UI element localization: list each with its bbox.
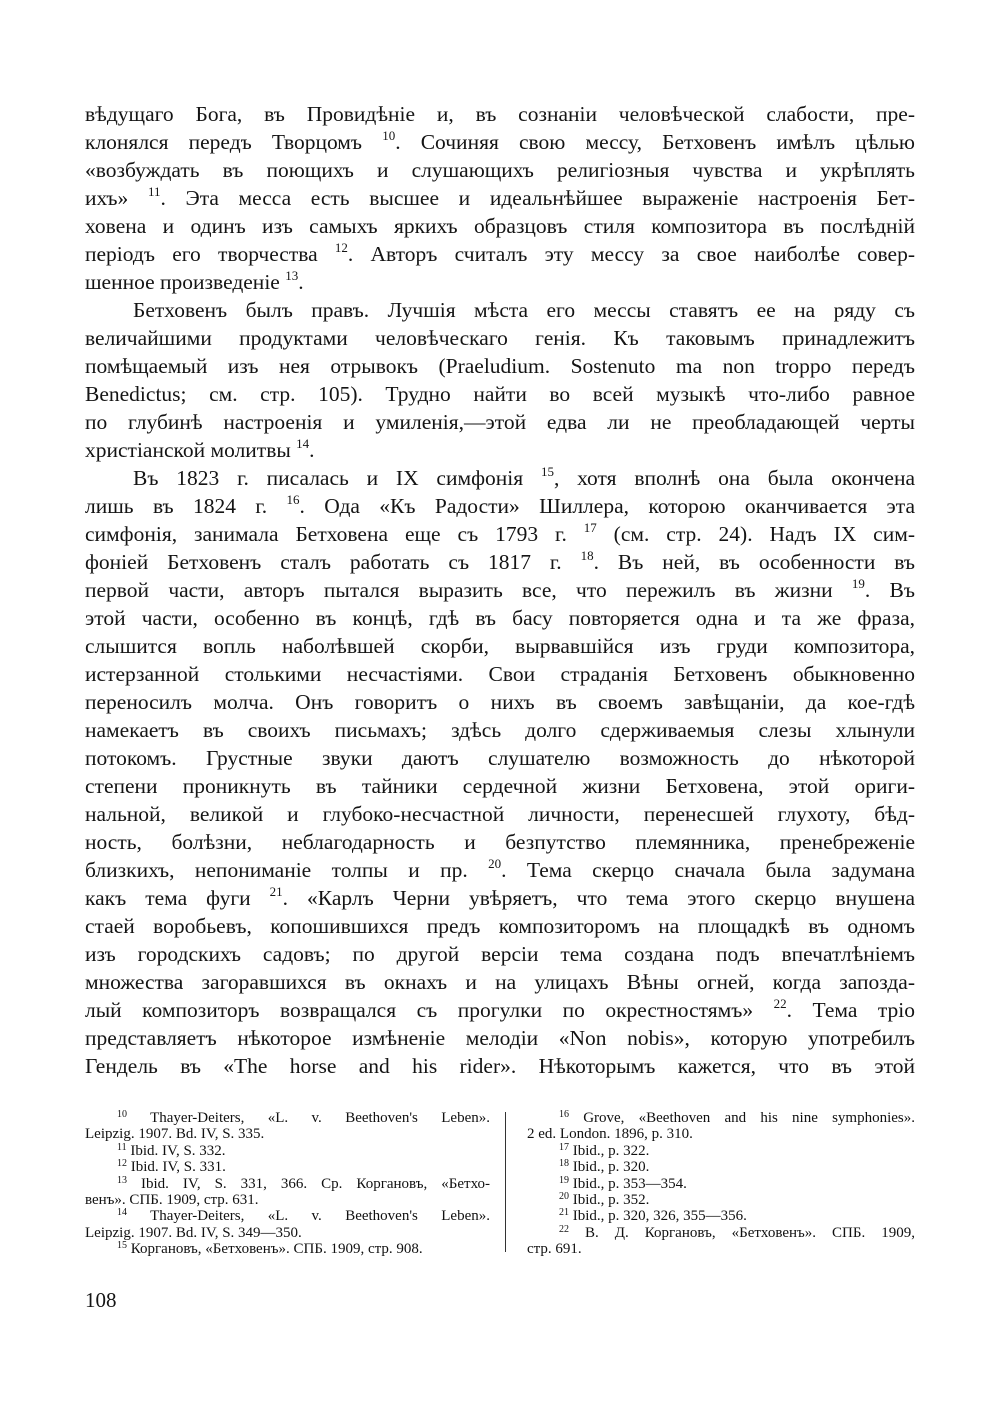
text-run: переносилъ молча. Онъ говоритъ о нихъ въ своемъ завѣщаніи, да кое-гдѣ: [85, 690, 915, 714]
text-run: Бетховенъ былъ правъ. Лучшія мѣста его мессы ставятъ ее на ряду съ: [133, 298, 915, 322]
footnote-line: [527, 1208, 915, 1224]
footnote-number: 17: [559, 1141, 569, 1153]
footnote-number: 14: [117, 1207, 127, 1219]
text-run: . Авторъ считалъ эту мессу за свое наиболѣе совер-: [347, 242, 915, 266]
footnote: [85, 1176, 490, 1209]
text-line: [85, 296, 915, 324]
text-run: лый композиторъ возвращался съ прогулки по окрестностямъ»: [85, 998, 774, 1022]
text-run: христіанской молитвы: [85, 438, 297, 462]
text-run: Ibid., p. 353—354.: [569, 1175, 687, 1192]
text-run: помѣщаемый изъ нея отрывокъ (Praeludium. Sostenuto ma non troppo передъ: [85, 354, 915, 378]
text-run: Гендель въ «The horse and his rider». Нѣкоторымъ кажется, что въ этой: [85, 1054, 915, 1078]
text-run: .: [298, 270, 304, 294]
text-run: вѣдущаго Бога, въ Провидѣніе и, въ сознаніи человѣческой слабости, пре-: [85, 102, 915, 126]
text-run: .: [309, 438, 315, 462]
footnotes-left-column: [85, 1110, 490, 1258]
text-run: слышится вопль наболѣвшей скорби, вырвавшійся изъ груди композитора,: [85, 634, 915, 658]
footnote-ref: 17: [583, 520, 597, 535]
text-run: Ibid., p. 320, 326, 355—356.: [569, 1208, 747, 1225]
text-run: ихъ»: [85, 186, 148, 210]
text-line: [85, 352, 915, 380]
text-run: симфонія, занимала Бетховена еще съ 1793 г.: [85, 522, 584, 546]
text-run: Ibid. IV, S. 331, 366. Ср. Коргановъ, «Бетхо-: [127, 1175, 490, 1192]
footnote-ref: 21: [269, 884, 283, 899]
footnote-number: 18: [559, 1158, 569, 1170]
text-run: стр. 691.: [527, 1241, 582, 1258]
footnote-line: [85, 1159, 490, 1175]
text-run: . Сочиняя свою мессу, Бетховенъ имѣлъ цѣлью: [395, 130, 915, 154]
text-run: истерзанной столькими несчастіями. Свои страданія Бетховенъ обыкновенно: [85, 662, 915, 686]
footnote-line: [527, 1159, 915, 1175]
text-run: этой части, особенно въ концѣ, гдѣ въ басу повторяется одна и та же фраза,: [85, 606, 915, 630]
footnote-number: 22: [559, 1223, 569, 1235]
text-run: стаей воробьевъ, копошившихся предъ композиторомъ на площадкѣ въ одномъ: [85, 914, 915, 938]
footnote-line: [85, 1192, 490, 1208]
text-run: . Эта месса есть высшее и идеальнѣйшее выраженіе настроенія Бет-: [160, 186, 915, 210]
text-run: Ibid. IV, S. 331.: [127, 1159, 226, 1176]
footnote-number: 15: [117, 1240, 127, 1252]
text-run: . Ода «Къ Радости» Шиллера, которою оканчивается эта: [299, 494, 915, 518]
footnote-number: 19: [559, 1174, 569, 1186]
text-line: [85, 520, 915, 548]
footnote-number: 13: [117, 1174, 127, 1186]
footnote-line: [527, 1176, 915, 1192]
text-line: [85, 240, 915, 268]
text-run: множества загоравшихся въ окнахъ и на улицахъ Вѣны огней, когда запозда-: [85, 970, 915, 994]
footnote-line: [527, 1110, 915, 1126]
text-line: [85, 604, 915, 632]
text-run: , хотя вполнѣ она была окончена: [553, 466, 915, 490]
text-line: [85, 492, 915, 520]
text-run: Въ 1823 г. писалась и IX симфонія: [133, 466, 541, 490]
text-line: [85, 940, 915, 968]
footnote: [85, 1143, 490, 1159]
text-run: Ibid., p. 320.: [569, 1159, 650, 1176]
text-run: ность, болѣзни, неблагодарность и безпутство племянника, пренебреженіе: [85, 830, 915, 854]
footnote-line: [85, 1110, 490, 1126]
footnote: [527, 1192, 915, 1208]
text-line: [85, 100, 915, 128]
footnote-ref: 13: [285, 268, 299, 283]
footnote-ref: 22: [773, 996, 787, 1011]
text-run: Ibid. IV, S. 332.: [126, 1142, 226, 1159]
text-line: [85, 856, 915, 884]
text-run: Benedictus; см. стр. 105). Трудно найти во всей музыкѣ что-либо равное: [85, 382, 915, 406]
text-run: Thayer-Deiters, «L. v. Beethoven's Leben».: [127, 1110, 490, 1126]
text-run: . «Карлъ Черни увѣряетъ, что тема этого скерцо внушена: [282, 886, 915, 910]
text-run: Ibid., p. 352.: [569, 1192, 650, 1209]
text-line: [85, 632, 915, 660]
text-line: [85, 380, 915, 408]
text-line: [85, 744, 915, 772]
text-run: величайшими продуктами человѣческаго генія. Къ таковымъ принадлежитъ: [85, 326, 915, 350]
footnote: [527, 1208, 915, 1224]
paragraph: [85, 464, 915, 1080]
page-number: 108: [85, 1288, 117, 1312]
text-run: В. Д. Коргановъ, «Бетховенъ». СПБ. 1909,: [569, 1224, 915, 1241]
footnote: [527, 1176, 915, 1192]
text-run: періодъ его творчества: [85, 242, 335, 266]
text-run: по глубинѣ настроенія и умиленія,—этой едва ли не преобладающей черты: [85, 410, 915, 434]
text-line: [85, 1052, 915, 1080]
text-line: [85, 464, 915, 492]
text-run: лишь въ 1824 г.: [85, 494, 287, 518]
text-run: ховена и одинъ изъ самыхъ яркихъ образцовъ стиля композитора въ послѣдній: [85, 214, 915, 238]
footnote-line: [85, 1208, 490, 1224]
footnote-number: 11: [117, 1141, 127, 1153]
text-run: близкихъ, непониманіе толпы и пр.: [85, 858, 489, 882]
text-run: Leipzig. 1907. Bd. IV, S. 335.: [85, 1126, 265, 1143]
text-line: [85, 408, 915, 436]
text-line: [85, 660, 915, 688]
footnote-ref: 15: [540, 464, 554, 479]
text-line: [85, 688, 915, 716]
text-run: . Въ: [864, 578, 915, 602]
footnote-line: [527, 1192, 915, 1208]
footnote-line: [85, 1225, 490, 1241]
footnote: [527, 1143, 915, 1159]
body-text: [85, 100, 915, 1080]
footnote-ref: 12: [334, 240, 348, 255]
text-run: . Въ ней, въ особенности въ: [593, 550, 915, 574]
paragraph: [85, 296, 915, 464]
text-run: представляетъ нѣкоторое измѣненіе мелодіи «Non nobis», которую употребилъ: [85, 1026, 915, 1050]
text-run: нальной, великой и глубоко-несчастной личности, перенесшей глухоту, бѣд-: [85, 802, 915, 826]
footnote-number: 20: [559, 1191, 569, 1203]
footnote-ref: 18: [580, 548, 594, 563]
text-line: [85, 268, 915, 296]
text-line: [85, 324, 915, 352]
text-line: [85, 184, 915, 212]
footnote-line: [85, 1143, 490, 1159]
text-run: степени проникнуть въ тайники сердечной жизни Бетховена, этой ориги-: [85, 774, 915, 798]
footnote: [527, 1110, 915, 1143]
footnote-line: [85, 1176, 490, 1192]
footnote-ref: 20: [488, 856, 502, 871]
text-run: фоніей Бетховенъ сталъ работать съ 1817 г.: [85, 550, 581, 574]
text-run: Коргановъ, «Бетховенъ». СПБ. 1909, стр. 908.: [127, 1241, 423, 1258]
footnote-line: [85, 1241, 490, 1257]
text-line: [85, 436, 915, 464]
text-line: [85, 800, 915, 828]
text-line: [85, 1024, 915, 1052]
footnote-number: 10: [117, 1109, 127, 1120]
footnote-ref: 11: [147, 184, 161, 199]
text-run: Thayer-Deiters, «L. v. Beethoven's Leben».: [127, 1208, 490, 1225]
footnote-line: [85, 1126, 490, 1142]
text-line: [85, 128, 915, 156]
text-run: «возбуждать въ поющихъ и слушающихъ религіозныя чувства и укрѣплять: [85, 158, 915, 182]
text-run: первой части, авторъ пытался выразить все, что пережилъ въ жизни: [85, 578, 852, 602]
footnote-line: [527, 1126, 915, 1142]
paragraph: [85, 100, 915, 296]
footnote-ref: 14: [296, 436, 310, 451]
text-line: [85, 772, 915, 800]
text-line: [85, 548, 915, 576]
text-run: . Тема тріо: [786, 998, 915, 1022]
footnote-line: [527, 1225, 915, 1241]
footnote-line: [527, 1143, 915, 1159]
text-run: 2 ed. London. 1896, p. 310.: [527, 1126, 693, 1143]
text-run: Ibid., p. 322.: [569, 1142, 650, 1159]
text-run: потокомъ. Грустные звуки даютъ слушателю возможность до нѣкоторой: [85, 746, 915, 770]
text-line: [85, 156, 915, 184]
text-run: . Тема скерцо сначала была задумана: [501, 858, 915, 882]
text-run: шенное произведеніе: [85, 270, 286, 294]
footnote: [85, 1159, 490, 1175]
text-run: изъ городскихъ садовъ; по другой версіи тема создана подъ впечатлѣніемъ: [85, 942, 915, 966]
footnote: [527, 1225, 915, 1258]
text-line: [85, 828, 915, 856]
text-line: [85, 576, 915, 604]
footnote: [85, 1241, 490, 1257]
text-line: [85, 968, 915, 996]
text-run: какъ тема фуги: [85, 886, 270, 910]
footnote: [85, 1208, 490, 1241]
footnote-number: 21: [559, 1207, 569, 1219]
footnote-line: [527, 1241, 915, 1257]
footnote-ref: 16: [286, 492, 300, 507]
text-run: Grove, «Beethoven and his nine symphonies».: [569, 1110, 915, 1126]
text-run: Leipzig. 1907. Bd. IV, S. 349—350.: [85, 1224, 302, 1241]
text-run: клонялся передъ Творцомъ: [85, 130, 383, 154]
text-line: [85, 884, 915, 912]
footnote: [85, 1110, 490, 1143]
footnote-column-divider: [505, 1112, 506, 1252]
text-line: [85, 912, 915, 940]
text-line: [85, 996, 915, 1024]
footnote-number: 12: [117, 1158, 127, 1170]
text-line: [85, 716, 915, 744]
text-run: намекаетъ въ своихъ письмахъ; здѣсь долго сдерживаемыя слезы хлынули: [85, 718, 915, 742]
footnote-ref: 19: [851, 576, 865, 591]
footnote-ref: 10: [382, 128, 396, 143]
text-line: [85, 212, 915, 240]
footnotes: [0, 1110, 1000, 1260]
footnote: [527, 1159, 915, 1175]
text-run: (см. стр. 24). Надъ IX сим-: [596, 522, 915, 546]
footnote-number: 16: [559, 1109, 569, 1120]
text-run: венъ». СПБ. 1909, стр. 631.: [85, 1192, 259, 1209]
footnotes-right-column: [527, 1110, 915, 1258]
